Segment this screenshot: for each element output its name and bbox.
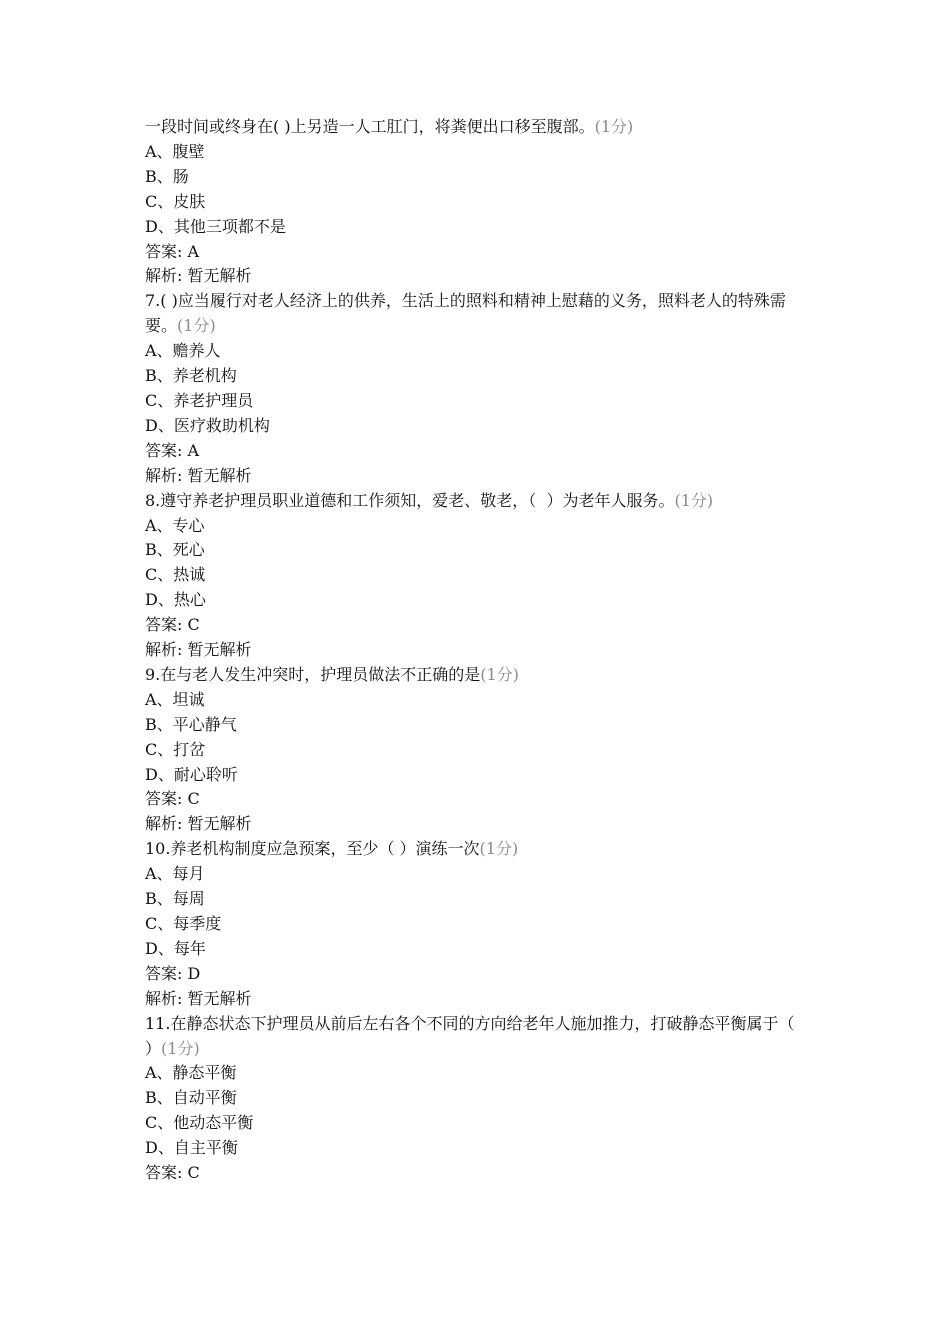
question-stem — [145, 489, 810, 514]
option-a: A、坦诚 — [145, 689, 205, 709]
option-d: D、医疗救助机构 — [145, 415, 270, 435]
question-score: (1分) — [161, 1038, 200, 1058]
option-b: B、肠 — [145, 166, 189, 186]
option-c: C、热诚 — [145, 565, 206, 585]
question-10 — [145, 837, 810, 1011]
question-stem — [145, 663, 810, 688]
answer: 答案: A — [145, 241, 200, 261]
option-d: D、自主平衡 — [145, 1138, 238, 1158]
option-c: C、皮肤 — [145, 191, 206, 211]
option-a: A、腹壁 — [145, 141, 205, 161]
option-d: D、耐心聆听 — [145, 764, 238, 784]
analysis: 解析: 暂无解析 — [145, 640, 252, 660]
question-8 — [145, 489, 810, 663]
question-text: 7.( )应当履行对老人经济上的供养，生活上的照料和精神上慰藉的义务，照料老人的特殊需要。 — [145, 291, 786, 336]
question-score: (1分) — [674, 490, 714, 510]
question-stem — [145, 837, 810, 862]
option-c: C、每季度 — [145, 914, 222, 933]
answer: 答案: C — [145, 1163, 200, 1183]
question-score: (1分) — [479, 839, 519, 859]
document-page — [145, 115, 810, 1186]
option-d: D、其他三项都不是 — [145, 216, 286, 236]
answer: 答案: D — [145, 963, 201, 983]
question-text: 11.在静态状态下护理员从前后左右各个不同的方向给老年人施加推力，打破静态平衡属于（ ） — [145, 1013, 805, 1058]
question-score: (1分) — [594, 117, 634, 136]
option-c: C、他动态平衡 — [145, 1113, 254, 1133]
answer: 答案: C — [145, 615, 200, 635]
question-score: (1分) — [480, 664, 519, 684]
question-11 — [145, 1012, 810, 1186]
question-6 — [145, 115, 810, 289]
question-9 — [145, 663, 810, 837]
question-score: (1分) — [177, 316, 216, 336]
option-b: B、每周 — [145, 889, 205, 909]
analysis: 解析: 暂无解析 — [145, 266, 252, 286]
question-text: 9.在与老人发生冲突时，护理员做法不正确的是 — [145, 664, 481, 684]
question-text: 一段时间或终身在( )上另造一人工肛门，将粪便出口移至腹部。 — [145, 117, 595, 136]
answer: 答案: A — [145, 440, 200, 460]
option-b: B、养老机构 — [145, 366, 237, 386]
analysis: 解析: 暂无解析 — [145, 814, 252, 834]
answer: 答案: C — [145, 789, 200, 809]
question-text: 8.遵守养老护理员职业道德和工作须知，爱老、敬老，（ ）为老年人服务。 — [145, 490, 675, 510]
option-b: B、自动平衡 — [145, 1088, 237, 1108]
option-d: D、每年 — [145, 938, 206, 958]
option-b: B、平心静气 — [145, 714, 237, 734]
option-a: A、专心 — [145, 515, 205, 535]
question-stem — [145, 1012, 810, 1062]
option-c: C、打岔 — [145, 739, 206, 759]
question-stem — [145, 289, 810, 339]
analysis: 解析: 暂无解析 — [145, 988, 252, 1008]
option-a: A、赡养人 — [145, 341, 221, 361]
analysis: 解析: 暂无解析 — [145, 465, 252, 485]
question-stem — [145, 115, 810, 140]
option-d: D、热心 — [145, 590, 206, 610]
option-c: C、养老护理员 — [145, 390, 254, 410]
question-text: 10.养老机构制度应急预案，至少（ ）演练一次 — [145, 839, 480, 859]
option-a: A、每月 — [145, 864, 205, 884]
question-7 — [145, 289, 810, 488]
option-b: B、死心 — [145, 540, 205, 560]
option-a: A、静态平衡 — [145, 1063, 237, 1083]
